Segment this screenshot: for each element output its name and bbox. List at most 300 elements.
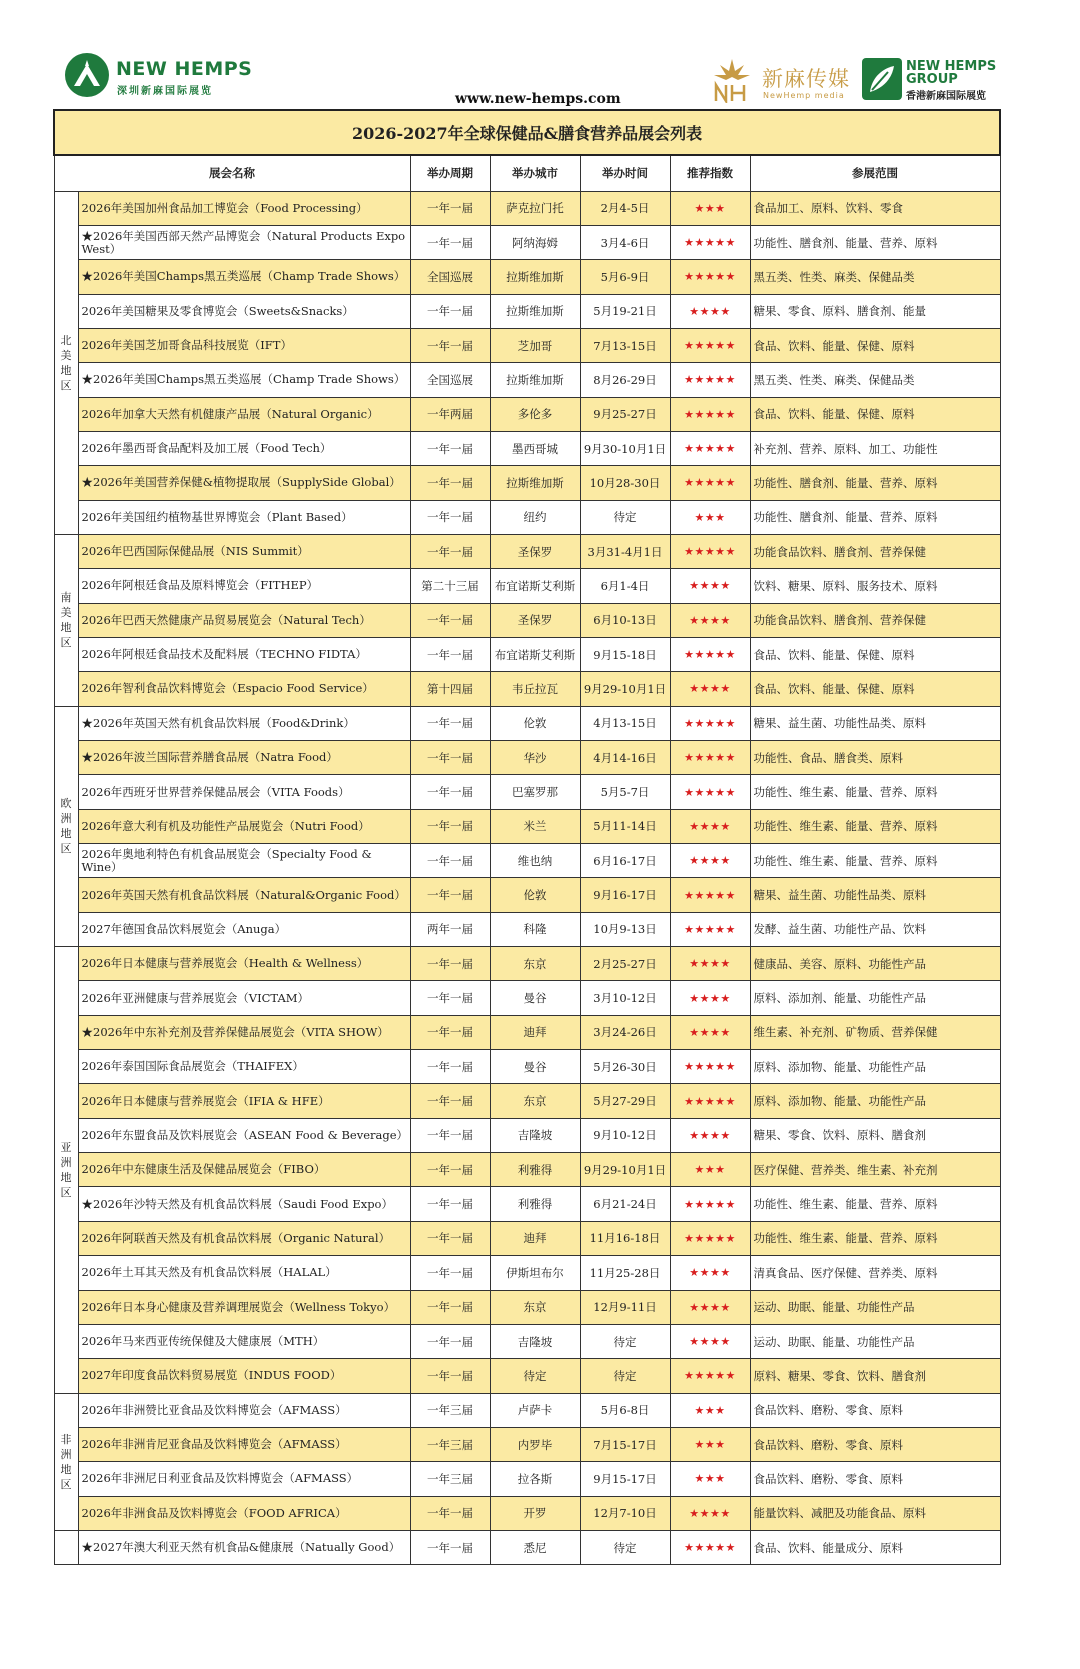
- cycle-cell: 一年三届: [410, 1427, 490, 1461]
- table-row: [54, 706, 1000, 740]
- rating-stars: ★★★★: [670, 603, 750, 637]
- table-row: [54, 1496, 1000, 1530]
- city-cell: 巴塞罗那: [490, 775, 580, 809]
- city-cell: 伊斯坦布尔: [490, 1256, 580, 1290]
- scope-cell: 食品、饮料、能量、保健、原料: [750, 672, 1000, 706]
- table-title: 2026-2027年全球保健品&膳食营养品展会列表: [54, 110, 1000, 155]
- table-row: [54, 1359, 1000, 1393]
- city-cell: 韦丘拉瓦: [490, 672, 580, 706]
- table-row: [54, 1256, 1000, 1290]
- mid-brand-sub: NewHemp media: [763, 91, 845, 100]
- expo-name-cell: 2026年美国加州食品加工博览会（Food Processing）: [78, 191, 410, 225]
- city-cell: 待定: [490, 1359, 580, 1393]
- table-row: [54, 1221, 1000, 1255]
- table-row: [54, 672, 1000, 706]
- city-cell: 圣保罗: [490, 534, 580, 568]
- scope-cell: 糖果、益生菌、功能性品类、原料: [750, 706, 1000, 740]
- cycle-cell: 一年一届: [410, 1256, 490, 1290]
- date-cell: 2月4-5日: [580, 191, 670, 225]
- cycle-cell: 一年一届: [410, 603, 490, 637]
- scope-cell: 功能性、维生素、能量、营养、原料: [750, 775, 1000, 809]
- rating-stars: ★★★★: [670, 809, 750, 843]
- date-cell: 11月16-18日: [580, 1221, 670, 1255]
- cycle-cell: 一年一届: [410, 1187, 490, 1221]
- table-row: [54, 260, 1000, 294]
- table-row: [54, 1530, 1000, 1564]
- expo-name-cell: ★2027年澳大利亚天然有机食品&健康展（Natually Good）: [78, 1530, 410, 1564]
- cycle-cell: 一年一届: [410, 500, 490, 534]
- city-cell: 布宜诺斯艾利斯: [490, 569, 580, 603]
- city-cell: 华沙: [490, 741, 580, 775]
- table-row: [54, 294, 1000, 328]
- expo-name-cell: 2026年非洲肯尼亚食品及饮料博览会（AFMASS）: [78, 1427, 410, 1461]
- table-row: [54, 225, 1000, 259]
- cycle-cell: 一年一届: [410, 328, 490, 362]
- expo-name-cell: 2026年非洲赞比亚食品及饮料博览会（AFMASS）: [78, 1393, 410, 1427]
- table-row: [54, 534, 1000, 568]
- table-row: [54, 878, 1000, 912]
- cycle-cell: 一年一届: [410, 741, 490, 775]
- expo-name-cell: ★2026年英国天然有机食品饮料展（Food&Drink）: [78, 706, 410, 740]
- table-row: [54, 1393, 1000, 1427]
- scope-cell: 功能食品饮料、膳食剂、营养保健: [750, 534, 1000, 568]
- scope-cell: 运动、助眠、能量、功能性产品: [750, 1290, 1000, 1324]
- rating-stars: ★★★★★: [670, 466, 750, 500]
- date-cell: 5月6-8日: [580, 1393, 670, 1427]
- hemp-leaf-icon: [710, 55, 754, 103]
- city-cell: 迪拜: [490, 1221, 580, 1255]
- table-row: [54, 912, 1000, 946]
- scope-cell: 糖果、零食、原料、膳食剂、能量: [750, 294, 1000, 328]
- expo-name-cell: ★2026年沙特天然及有机食品饮料展（Saudi Food Expo）: [78, 1187, 410, 1221]
- region-label: 南 美 地 区: [54, 534, 78, 706]
- rating-stars: ★★★★★: [670, 775, 750, 809]
- cycle-cell: 一年一届: [410, 466, 490, 500]
- city-cell: 东京: [490, 1290, 580, 1324]
- rating-stars: ★★★★: [670, 1290, 750, 1324]
- date-cell: 12月9-11日: [580, 1290, 670, 1324]
- date-cell: 4月14-16日: [580, 741, 670, 775]
- date-cell: 11月25-28日: [580, 1256, 670, 1290]
- expo-name-cell: 2026年加拿大天然有机健康产品展（Natural Organic）: [78, 397, 410, 431]
- rating-stars: ★★★: [670, 1393, 750, 1427]
- header-date: 举办时间: [580, 155, 670, 191]
- rating-stars: ★★★★★: [670, 260, 750, 294]
- scope-cell: 运动、助眠、能量、功能性产品: [750, 1324, 1000, 1358]
- city-cell: 芝加哥: [490, 328, 580, 362]
- region-label: 亚 洲 地 区: [54, 947, 78, 1393]
- cycle-cell: 全国巡展: [410, 260, 490, 294]
- date-cell: 待定: [580, 500, 670, 534]
- scope-cell: 功能性、维生素、能量、营养、原料: [750, 1187, 1000, 1221]
- rating-stars: ★★★★★: [670, 1221, 750, 1255]
- scope-cell: 功能性、膳食剂、能量、营养、原料: [750, 500, 1000, 534]
- rating-stars: ★★★★★: [670, 912, 750, 946]
- date-cell: 3月31-4月1日: [580, 534, 670, 568]
- date-cell: 9月15-18日: [580, 637, 670, 671]
- date-cell: 10月28-30日: [580, 466, 670, 500]
- region-label: 非 洲 地 区: [54, 1393, 78, 1530]
- expo-name-cell: 2026年美国糖果及零食博览会（Sweets&Snacks）: [78, 294, 410, 328]
- cycle-cell: 一年一届: [410, 1050, 490, 1084]
- date-cell: 5月19-21日: [580, 294, 670, 328]
- expo-name-cell: 2026年马来西亚传统保健及大健康展（MTH）: [78, 1324, 410, 1358]
- date-cell: 待定: [580, 1359, 670, 1393]
- scope-cell: 食品饮料、磨粉、零食、原料: [750, 1427, 1000, 1461]
- scope-cell: 发酵、益生菌、功能性产品、饮料: [750, 912, 1000, 946]
- date-cell: 待定: [580, 1530, 670, 1564]
- right-brand-line1: NEW HEMPS: [906, 59, 997, 74]
- table-row: [54, 431, 1000, 465]
- date-cell: 6月21-24日: [580, 1187, 670, 1221]
- city-cell: 悉尼: [490, 1530, 580, 1564]
- rating-stars: ★★★★: [670, 569, 750, 603]
- cycle-cell: 第十四届: [410, 672, 490, 706]
- rating-stars: ★★★: [670, 1427, 750, 1461]
- expo-name-cell: 2026年巴西国际保健品展（NIS Summit）: [78, 534, 410, 568]
- city-cell: 维也纳: [490, 844, 580, 878]
- expo-name-cell: 2026年英国天然有机食品饮料展（Natural&Organic Food）: [78, 878, 410, 912]
- scope-cell: 食品饮料、磨粉、零食、原料: [750, 1462, 1000, 1496]
- table-row: [54, 363, 1000, 397]
- date-cell: 5月26-30日: [580, 1050, 670, 1084]
- scope-cell: 维生素、补充剂、矿物质、营养保健: [750, 1015, 1000, 1049]
- website-link[interactable]: www.new-hemps.com: [455, 91, 621, 107]
- cycle-cell: 一年一届: [410, 706, 490, 740]
- cycle-cell: 一年一届: [410, 878, 490, 912]
- city-cell: 吉隆坡: [490, 1324, 580, 1358]
- rating-stars: ★★★★★: [670, 1187, 750, 1221]
- cycle-cell: 一年一届: [410, 225, 490, 259]
- date-cell: 9月29-10月1日: [580, 672, 670, 706]
- expo-name-cell: 2026年巴西天然健康产品贸易展览会（Natural Tech）: [78, 603, 410, 637]
- scope-cell: 原料、糖果、零食、饮料、膳食剂: [750, 1359, 1000, 1393]
- expo-name-cell: ★2026年中东补充剂及营养保健品展览会（VITA SHOW）: [78, 1015, 410, 1049]
- rating-stars: ★★★★: [670, 1118, 750, 1152]
- rating-stars: ★★★★★: [670, 397, 750, 431]
- rating-stars: ★★★★: [670, 1256, 750, 1290]
- scope-cell: 糖果、益生菌、功能性品类、原料: [750, 878, 1000, 912]
- city-cell: 开罗: [490, 1496, 580, 1530]
- cycle-cell: 一年一届: [410, 1221, 490, 1255]
- city-cell: 科隆: [490, 912, 580, 946]
- rating-stars: ★★★★: [670, 294, 750, 328]
- cycle-cell: 一年三届: [410, 1462, 490, 1496]
- table-row: [54, 328, 1000, 362]
- date-cell: 5月6-9日: [580, 260, 670, 294]
- header-rating: 推荐指数: [670, 155, 750, 191]
- table-row: [54, 1427, 1000, 1461]
- expo-table: [53, 109, 1001, 1565]
- city-cell: 萨克拉门托: [490, 191, 580, 225]
- date-cell: 7月15-17日: [580, 1427, 670, 1461]
- newhemp-media-logo[interactable]: [710, 55, 850, 105]
- expo-name-cell: ★2026年美国Champs黑五类巡展（Champ Trade Shows）: [78, 363, 410, 397]
- date-cell: 9月15-17日: [580, 1462, 670, 1496]
- rating-stars: ★★★: [670, 191, 750, 225]
- cycle-cell: 一年一届: [410, 1496, 490, 1530]
- table-row: [54, 500, 1000, 534]
- scope-cell: 食品、饮料、能量成分、原料: [750, 1530, 1000, 1564]
- city-cell: 拉各斯: [490, 1462, 580, 1496]
- table-row: [54, 1084, 1000, 1118]
- cycle-cell: 一年一届: [410, 1015, 490, 1049]
- expo-name-cell: 2026年美国纽约植物基世界博览会（Plant Based）: [78, 500, 410, 534]
- date-cell: 8月26-29日: [580, 363, 670, 397]
- rating-stars: ★★★★★: [670, 741, 750, 775]
- right-brand-line3: 香港新麻国际展览: [906, 91, 986, 102]
- city-cell: 吉隆坡: [490, 1118, 580, 1152]
- cycle-cell: 一年一届: [410, 431, 490, 465]
- expo-name-cell: 2026年东盟食品及饮料展览会（ASEAN Food & Beverage）: [78, 1118, 410, 1152]
- cycle-cell: 一年一届: [410, 775, 490, 809]
- scope-cell: 功能性、食品、膳食类、原料: [750, 741, 1000, 775]
- expo-name-cell: ★2026年美国西部天然产品博览会（Natural Products Expo West）: [78, 225, 410, 259]
- rating-stars: ★★★★: [670, 1324, 750, 1358]
- header-city: 举办城市: [490, 155, 580, 191]
- date-cell: 10月9-13日: [580, 912, 670, 946]
- table-row: [54, 603, 1000, 637]
- expo-name-cell: 2026年美国芝加哥食品科技展览（IFT）: [78, 328, 410, 362]
- right-brand-line2: GROUP: [906, 72, 958, 87]
- table-row: [54, 191, 1000, 225]
- table-row: [54, 1015, 1000, 1049]
- cycle-cell: 第二十三届: [410, 569, 490, 603]
- region-label: 欧 洲 地 区: [54, 706, 78, 946]
- city-cell: 曼谷: [490, 1050, 580, 1084]
- table-row: [54, 466, 1000, 500]
- cycle-cell: 一年一届: [410, 1084, 490, 1118]
- expo-name-cell: 2026年日本健康与营养展览会（IFIA & HFE）: [78, 1084, 410, 1118]
- cycle-cell: 一年一届: [410, 1324, 490, 1358]
- header-cycle: 举办周期: [410, 155, 490, 191]
- city-cell: 布宜诺斯艾利斯: [490, 637, 580, 671]
- expo-name-cell: 2026年亚洲健康与营养展览会（VICTAM）: [78, 981, 410, 1015]
- scope-cell: 原料、添加物、能量、功能性产品: [750, 1050, 1000, 1084]
- cycle-cell: 一年一届: [410, 191, 490, 225]
- date-cell: 5月27-29日: [580, 1084, 670, 1118]
- date-cell: 3月4-6日: [580, 225, 670, 259]
- table-header-row: [54, 155, 1000, 191]
- rating-stars: ★★★★: [670, 672, 750, 706]
- rating-stars: ★★★★★: [670, 706, 750, 740]
- cycle-cell: 一年一届: [410, 637, 490, 671]
- scope-cell: 食品、饮料、能量、保健、原料: [750, 328, 1000, 362]
- rating-stars: ★★★★★: [670, 534, 750, 568]
- table-row: [54, 1118, 1000, 1152]
- city-cell: 拉斯维加斯: [490, 466, 580, 500]
- table-row: [54, 741, 1000, 775]
- scope-cell: 黑五类、性类、麻类、保健品类: [750, 260, 1000, 294]
- cycle-cell: 一年一届: [410, 1118, 490, 1152]
- city-cell: 东京: [490, 1084, 580, 1118]
- table-row: [54, 981, 1000, 1015]
- table-row: [54, 844, 1000, 878]
- left-brand-name: NEW HEMPS: [116, 58, 253, 80]
- left-brand-sub: 深圳新麻国际展览: [117, 86, 213, 97]
- scope-cell: 原料、添加物、能量、功能性产品: [750, 1084, 1000, 1118]
- city-cell: 卢萨卡: [490, 1393, 580, 1427]
- table-row: [54, 1290, 1000, 1324]
- cycle-cell: 一年一届: [410, 844, 490, 878]
- table-row: [54, 569, 1000, 603]
- rating-stars: ★★★★★: [670, 363, 750, 397]
- scope-cell: 原料、添加剂、能量、功能性产品: [750, 981, 1000, 1015]
- scope-cell: 能量饮料、减肥及功能食品、原料: [750, 1496, 1000, 1530]
- expo-name-cell: 2026年土耳其天然及有机食品饮料展（HALAL）: [78, 1256, 410, 1290]
- city-cell: 拉斯维加斯: [490, 294, 580, 328]
- expo-name-cell: 2026年阿根廷食品技术及配料展（TECHNO FIDTA）: [78, 637, 410, 671]
- rating-stars: ★★★: [670, 1462, 750, 1496]
- cycle-cell: 一年一届: [410, 1290, 490, 1324]
- rating-stars: ★★★★★: [670, 328, 750, 362]
- date-cell: 3月10-12日: [580, 981, 670, 1015]
- rating-stars: ★★★★★: [670, 1050, 750, 1084]
- city-cell: 拉斯维加斯: [490, 363, 580, 397]
- cycle-cell: 一年三届: [410, 1393, 490, 1427]
- scope-cell: 黑五类、性类、麻类、保健品类: [750, 363, 1000, 397]
- expo-name-cell: 2027年印度食品饮料贸易展览（INDUS FOOD）: [78, 1359, 410, 1393]
- city-cell: 利雅得: [490, 1187, 580, 1221]
- table-row: [54, 1153, 1000, 1187]
- cycle-cell: 一年一届: [410, 809, 490, 843]
- city-cell: 纽约: [490, 500, 580, 534]
- rating-stars: ★★★★: [670, 844, 750, 878]
- date-cell: 4月13-15日: [580, 706, 670, 740]
- scope-cell: 医疗保健、营养类、维生素、补充剂: [750, 1153, 1000, 1187]
- scope-cell: 补充剂、营养、原料、加工、功能性: [750, 431, 1000, 465]
- city-cell: 利雅得: [490, 1153, 580, 1187]
- new-hemps-group-logo[interactable]: [862, 58, 1022, 104]
- cycle-cell: 一年一届: [410, 1359, 490, 1393]
- date-cell: 12月7-10日: [580, 1496, 670, 1530]
- city-cell: 迪拜: [490, 1015, 580, 1049]
- mid-brand-name: 新麻传媒: [762, 67, 850, 91]
- table-row: [54, 809, 1000, 843]
- scope-cell: 功能性、维生素、能量、营养、原料: [750, 844, 1000, 878]
- expo-name-cell: 2026年日本身心健康及营养调理展览会（Wellness Tokyo）: [78, 1290, 410, 1324]
- expo-name-cell: 2026年非洲食品及饮料博览会（FOOD AFRICA）: [78, 1496, 410, 1530]
- rating-stars: ★★★★★: [670, 225, 750, 259]
- group-leaf-icon: [862, 58, 902, 100]
- expo-name-cell: 2026年非洲尼日利亚食品及饮料博览会（AFMASS）: [78, 1462, 410, 1496]
- scope-cell: 食品、饮料、能量、保健、原料: [750, 637, 1000, 671]
- scope-cell: 饮料、糖果、原料、服务技术、原料: [750, 569, 1000, 603]
- cycle-cell: 全国巡展: [410, 363, 490, 397]
- new-hemps-mark-icon: [64, 52, 110, 98]
- scope-cell: 功能性、维生素、能量、营养、原料: [750, 809, 1000, 843]
- rating-stars: ★★★★★: [670, 1084, 750, 1118]
- expo-name-cell: ★2026年美国营养保健&植物提取展（SupplySide Global）: [78, 466, 410, 500]
- scope-cell: 食品加工、原料、饮料、零食: [750, 191, 1000, 225]
- date-cell: 7月13-15日: [580, 328, 670, 362]
- expo-name-cell: 2026年阿联酋天然及有机食品饮料展（Organic Natural）: [78, 1221, 410, 1255]
- city-cell: 米兰: [490, 809, 580, 843]
- scope-cell: 功能食品饮料、膳食剂、营养保健: [750, 603, 1000, 637]
- expo-name-cell: 2026年智利食品饮料博览会（Espacio Food Service）: [78, 672, 410, 706]
- rating-stars: ★★★★: [670, 947, 750, 981]
- expo-name-cell: 2027年德国食品饮料展览会（Anuga）: [78, 912, 410, 946]
- date-cell: 9月25-27日: [580, 397, 670, 431]
- scope-cell: 健康品、美容、原料、功能性产品: [750, 947, 1000, 981]
- table-row: [54, 1187, 1000, 1221]
- scope-cell: 功能性、膳食剂、能量、营养、原料: [750, 466, 1000, 500]
- cycle-cell: 一年一届: [410, 534, 490, 568]
- rating-stars: ★★★★★: [670, 637, 750, 671]
- city-cell: 东京: [490, 947, 580, 981]
- scope-cell: 功能性、维生素、能量、营养、原料: [750, 1221, 1000, 1255]
- table-row: [54, 1324, 1000, 1358]
- city-cell: 墨西哥城: [490, 431, 580, 465]
- scope-cell: 糖果、零食、饮料、原料、膳食剂: [750, 1118, 1000, 1152]
- expo-name-cell: 2026年泰国国际食品展览会（THAIFEX）: [78, 1050, 410, 1084]
- city-cell: 伦敦: [490, 706, 580, 740]
- rating-stars: ★★★★: [670, 1496, 750, 1530]
- date-cell: 3月24-26日: [580, 1015, 670, 1049]
- date-cell: 待定: [580, 1324, 670, 1358]
- table-row: [54, 397, 1000, 431]
- cycle-cell: 一年一届: [410, 981, 490, 1015]
- table-row: [54, 775, 1000, 809]
- date-cell: 9月30-10月1日: [580, 431, 670, 465]
- table-row: [54, 1462, 1000, 1496]
- cycle-cell: 一年一届: [410, 294, 490, 328]
- rating-stars: ★★★★★: [670, 878, 750, 912]
- table-row: [54, 1050, 1000, 1084]
- cycle-cell: 一年一届: [410, 947, 490, 981]
- header-expo-name: 展会名称: [54, 155, 410, 191]
- region-label: 北 美 地 区: [54, 191, 78, 534]
- new-hemps-logo[interactable]: [64, 52, 304, 102]
- city-cell: 圣保罗: [490, 603, 580, 637]
- expo-name-cell: 2026年墨西哥食品配料及加工展（Food Tech）: [78, 431, 410, 465]
- date-cell: 6月1-4日: [580, 569, 670, 603]
- expo-name-cell: ★2026年美国Champs黑五类巡展（Champ Trade Shows）: [78, 260, 410, 294]
- date-cell: 9月16-17日: [580, 878, 670, 912]
- cycle-cell: 两年一届: [410, 912, 490, 946]
- expo-name-cell: 2026年奥地利特色有机食品展览会（Specialty Food & Wine）: [78, 844, 410, 878]
- expo-name-cell: 2026年阿根廷食品及原料博览会（FITHEP）: [78, 569, 410, 603]
- date-cell: 6月10-13日: [580, 603, 670, 637]
- table-row: [54, 947, 1000, 981]
- scope-cell: 清真食品、医疗保健、营养类、原料: [750, 1256, 1000, 1290]
- expo-name-cell: 2026年意大利有机及功能性产品展览会（Nutri Food）: [78, 809, 410, 843]
- city-cell: 阿纳海姆: [490, 225, 580, 259]
- expo-name-cell: ★2026年波兰国际营养膳食品展（Natra Food）: [78, 741, 410, 775]
- date-cell: 2月25-27日: [580, 947, 670, 981]
- city-cell: 曼谷: [490, 981, 580, 1015]
- cycle-cell: 一年一届: [410, 1530, 490, 1564]
- expo-name-cell: 2026年日本健康与营养展览会（Health & Wellness）: [78, 947, 410, 981]
- rating-stars: ★★★★: [670, 1015, 750, 1049]
- expo-name-cell: 2026年中东健康生活及保健品展览会（FIBO）: [78, 1153, 410, 1187]
- header-scope: 参展范围: [750, 155, 1000, 191]
- scope-cell: 功能性、膳食剂、能量、营养、原料: [750, 225, 1000, 259]
- date-cell: 5月5-7日: [580, 775, 670, 809]
- cycle-cell: 一年两届: [410, 397, 490, 431]
- city-cell: 内罗毕: [490, 1427, 580, 1461]
- scope-cell: 食品饮料、磨粉、零食、原料: [750, 1393, 1000, 1427]
- rating-stars: ★★★★★: [670, 431, 750, 465]
- cycle-cell: 一年一届: [410, 1153, 490, 1187]
- scope-cell: 食品、饮料、能量、保健、原料: [750, 397, 1000, 431]
- rating-stars: ★★★★★: [670, 1530, 750, 1564]
- city-cell: 伦敦: [490, 878, 580, 912]
- table-row: [54, 637, 1000, 671]
- region-label: [54, 1530, 78, 1564]
- date-cell: 9月29-10月1日: [580, 1153, 670, 1187]
- date-cell: 6月16-17日: [580, 844, 670, 878]
